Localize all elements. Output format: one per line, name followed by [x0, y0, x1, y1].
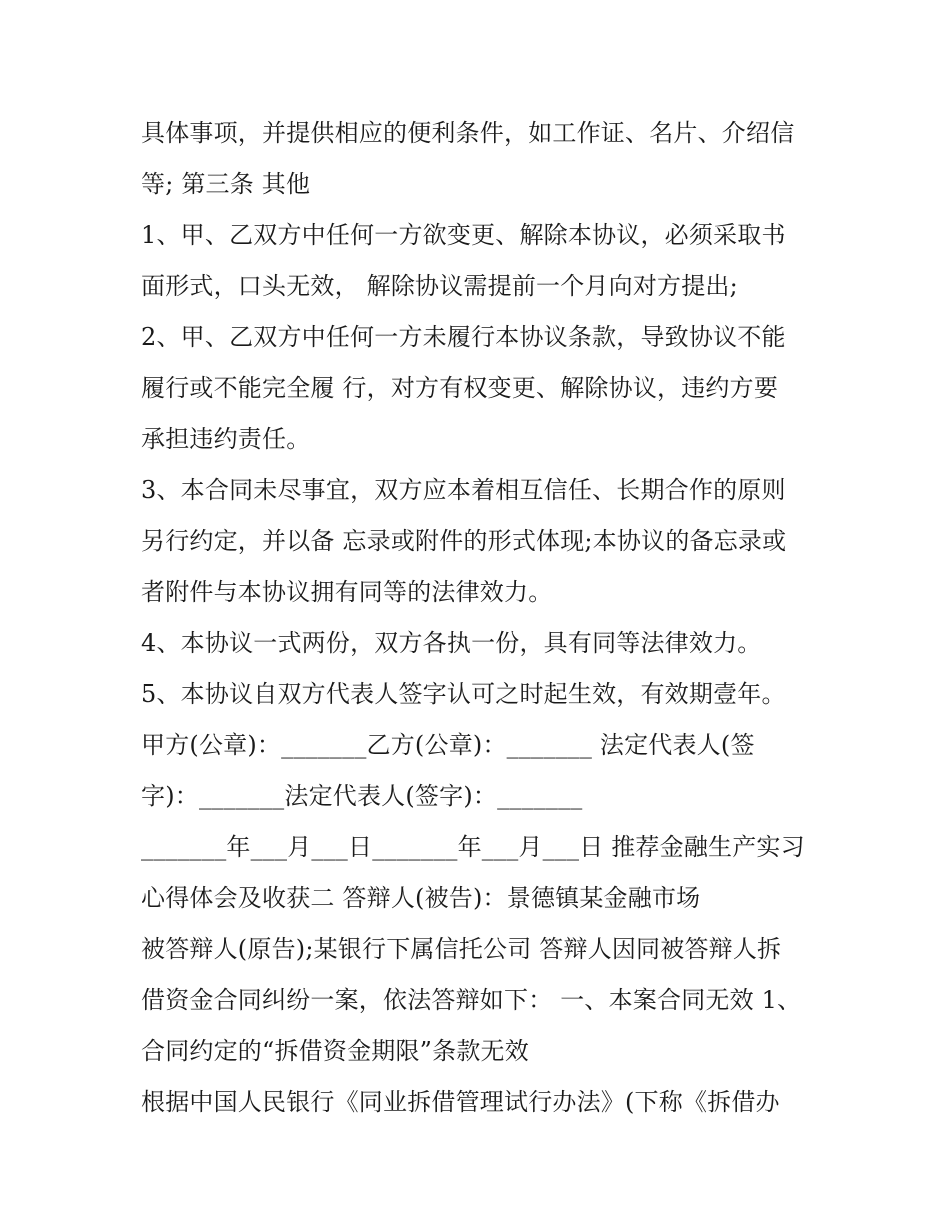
text-line: 心得体会及收获二 答辩人(被告)：景德镇某金融市场 — [141, 884, 701, 912]
text-line: 承担违约责任。 — [141, 425, 311, 453]
text-line: 面形式，口头无效， 解除协议需提前一个月向对方提出; — [141, 272, 738, 300]
text-line: 被答辩人(原告);某银行下属信托公司 答辩人因同被答辩人拆 — [141, 935, 782, 963]
text-line: 借资金合同纠纷一案，依法答辩如下： 一、本案合同无效 1、 — [141, 986, 802, 1014]
body-text — [141, 108, 821, 1128]
text-line: 者附件与本协议拥有同等的法律效力。 — [141, 578, 553, 606]
text-line: 另行约定，并以备 忘录或附件的形式体现;本协议的备忘录或 — [141, 527, 787, 555]
text-line: 等; 第三条 其他 — [141, 170, 311, 198]
text-line: 5、本协议自双方代表人签字认可之时起生效，有效期壹年。 — [141, 680, 786, 708]
text-line: 3、本合同未尽事宜，双方应本着相互信任、长期合作的原则 — [141, 476, 786, 504]
signature-line: 字)：_______法定代表人(签字)：_______ — [141, 782, 583, 810]
text-line: 4、本协议一式两份，双方各执一份，具有同等法律效力。 — [141, 629, 762, 657]
text-line: 履行或不能完全履 行，对方有权变更、解除协议，违约方要 — [141, 374, 779, 402]
text-line: 1、甲、乙双方中任何一方欲变更、解除本协议，必须采取书 — [141, 221, 786, 249]
text-line: 2、甲、乙双方中任何一方未履行本协议条款，导致协议不能 — [141, 323, 786, 351]
text-line: 根据中国人民银行《同业拆借管理试行办法》(下称《拆借办 — [141, 1088, 780, 1116]
text-line: 具体事项，并提供相应的便利条件，如工作证、名片、介绍信 — [141, 119, 795, 147]
signature-line: 甲方(公章)：_______乙方(公章)：_______ 法定代表人(签 — [141, 731, 755, 759]
text-line: 合同约定的“拆借资金期限”条款无效 — [141, 1037, 529, 1065]
date-line: _______年___月___日_______年___月___日 推荐金融生产实习 — [141, 833, 805, 861]
